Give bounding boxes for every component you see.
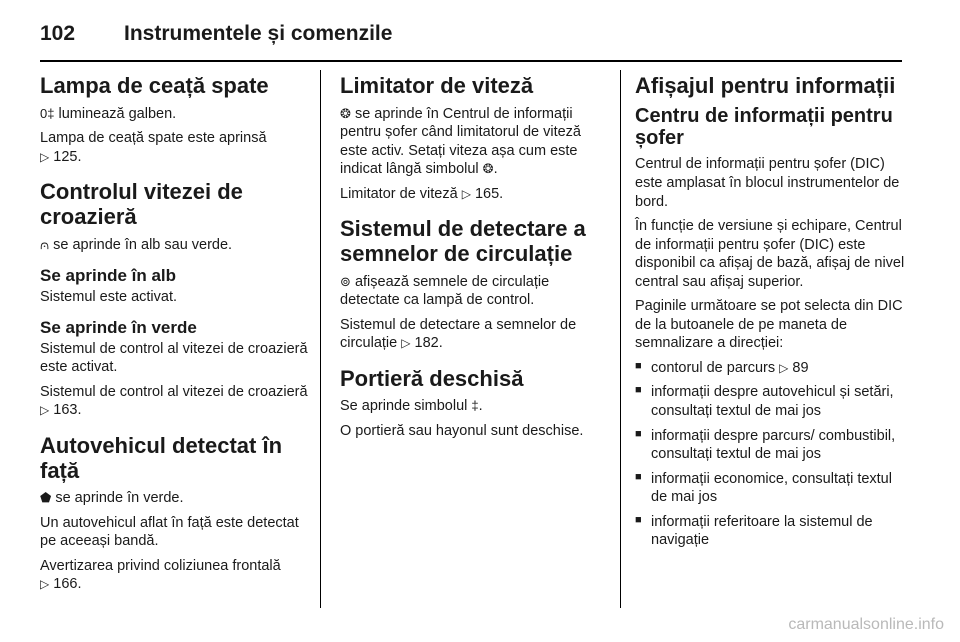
paragraph xyxy=(340,273,610,310)
section-title: Limitator de viteză xyxy=(340,73,534,98)
paragraph: În funcție de versiune și echipare, Centrul de informații pentru șofer (DIC) este disponibil ca afișaj de bază, afișaj de nivel central sau afișaj superior. xyxy=(635,218,905,290)
running-title: Instrumentele și comenzile xyxy=(124,22,393,45)
column-left xyxy=(40,74,310,608)
subsection-title: Se aprinde în verde xyxy=(40,318,197,338)
cross-reference-icon: ▷ xyxy=(40,577,50,592)
text: Se aprinde simbolul xyxy=(340,398,468,415)
paragraph: Paginile următoare se pot selecta din DIC de la butoanele de pe maneta de semnalizare a direcției: xyxy=(635,298,903,352)
cruise-control-icon: ⩀ xyxy=(40,236,50,252)
section-title: Sistemul de detectare a semnelor de circulație xyxy=(340,216,586,266)
section-cruise-control xyxy=(40,180,310,420)
traffic-sign-icon: ⊚ xyxy=(340,273,351,289)
text: Avertizarea privind coliziunea frontală xyxy=(40,557,281,574)
text: contorul de parcurs xyxy=(651,359,776,376)
column-right xyxy=(635,74,905,556)
text: Sistemul de detectare a semnelor de circulație xyxy=(340,316,577,352)
paragraph: ❂ se aprinde în Centrul de informații pentru șofer când limitatorul de viteză este activ. Setați viteza așa cum este indicat lângă simbolul ❂. xyxy=(340,105,581,178)
rear-fog-lamp-icon: 0‡ xyxy=(40,105,55,121)
section-rear-fog-lamp xyxy=(40,74,310,166)
section-title: Autovehicul detectat în față xyxy=(40,432,283,483)
text: afișează semnele de circulație detectate ca lampă de control. xyxy=(340,273,550,309)
text: se aprinde în Centrul de informații pentru șofer când limitatorul de viteză este activ. Setați viteza așa cum este indicat lângă simbolul xyxy=(340,105,581,178)
column-divider xyxy=(320,70,321,608)
text: Lampa de ceață spate este aprinsă xyxy=(40,130,267,147)
text: Sistemul de control al vitezei de croazieră xyxy=(40,383,308,400)
text: se aprinde în verde. xyxy=(55,490,184,507)
cross-reference-icon: ▷ xyxy=(779,360,789,375)
cross-reference-icon: ▷ xyxy=(40,149,50,164)
paragraph xyxy=(340,316,610,353)
paragraph xyxy=(40,236,310,255)
paragraph xyxy=(40,129,310,166)
section-title: Controlul vitezei de croazieră xyxy=(40,179,243,229)
door-open-icon: ‡ xyxy=(471,398,479,414)
bullet-list xyxy=(635,359,905,550)
vehicle-ahead-icon: ⬟ xyxy=(40,490,52,506)
paragraph: Se aprinde simbolul ‡. xyxy=(340,398,483,415)
column-middle xyxy=(340,74,610,455)
cross-reference-icon: ▷ xyxy=(461,186,471,201)
section-title: Portieră deschisă xyxy=(340,365,524,391)
page-reference[interactable]: 165. xyxy=(474,185,504,202)
page-reference[interactable]: 182. xyxy=(414,335,443,352)
paragraph: O portieră sau hayonul sunt deschise. xyxy=(340,422,584,439)
section-speed-limiter xyxy=(340,74,610,203)
paragraph: Sistemul de control al vitezei de croazieră este activat. xyxy=(40,340,308,376)
speed-limiter-icon: ❂ xyxy=(482,161,494,177)
section-vehicle-detected xyxy=(40,434,310,594)
page-reference[interactable]: 163. xyxy=(53,402,82,419)
page-reference[interactable]: 89 xyxy=(792,359,809,376)
section-title: Lampa de ceață spate xyxy=(40,73,269,98)
watermark: carmanualsonline.info xyxy=(788,616,944,633)
speed-limiter-icon: ❂ xyxy=(340,105,351,121)
text: se aprinde în alb sau verde. xyxy=(53,236,233,253)
subsection-title: Centru de informații pentru șofer xyxy=(635,104,893,150)
header-rule xyxy=(40,60,902,62)
cross-reference-icon: ▷ xyxy=(401,336,411,351)
text: Limitator de viteză xyxy=(340,185,458,202)
list-item: ■ informații despre autovehicul și setări, consultați textul de mai jos xyxy=(635,383,905,420)
paragraph: Sistemul este activat. xyxy=(40,288,177,305)
section-title: Afișajul pentru informații xyxy=(635,73,896,98)
section-traffic-sign-detection xyxy=(340,217,610,352)
page-number: 102 xyxy=(40,22,76,45)
cross-reference-icon: ▷ xyxy=(40,403,50,418)
paragraph xyxy=(40,557,310,594)
list-item: ■ informații despre parcurs/ combustibil, consultați textul de mai jos xyxy=(635,427,905,464)
page-header xyxy=(40,22,920,62)
column-divider xyxy=(620,70,621,608)
list-item xyxy=(635,359,905,378)
list-item: ■ informații referitoare la sistemul de navigație xyxy=(635,513,905,550)
page-reference[interactable]: 125. xyxy=(53,148,82,165)
paragraph xyxy=(340,185,610,204)
paragraph xyxy=(40,105,310,124)
paragraph: Un autovehicul aflat în față este detectat pe aceeași bandă. xyxy=(40,514,299,550)
section-door-open xyxy=(340,367,610,441)
list-item: ■ informații economice, consultați textul de mai jos xyxy=(635,470,905,507)
paragraph xyxy=(40,383,310,420)
text: luminează galben. xyxy=(58,105,177,122)
subsection-title: Se aprinde în alb xyxy=(40,266,177,286)
paragraph xyxy=(40,489,310,508)
paragraph: Centrul de informații pentru șofer (DIC) este amplasat în blocul instrumentelor de bord. xyxy=(635,156,900,210)
page-reference[interactable]: 166. xyxy=(53,576,82,593)
